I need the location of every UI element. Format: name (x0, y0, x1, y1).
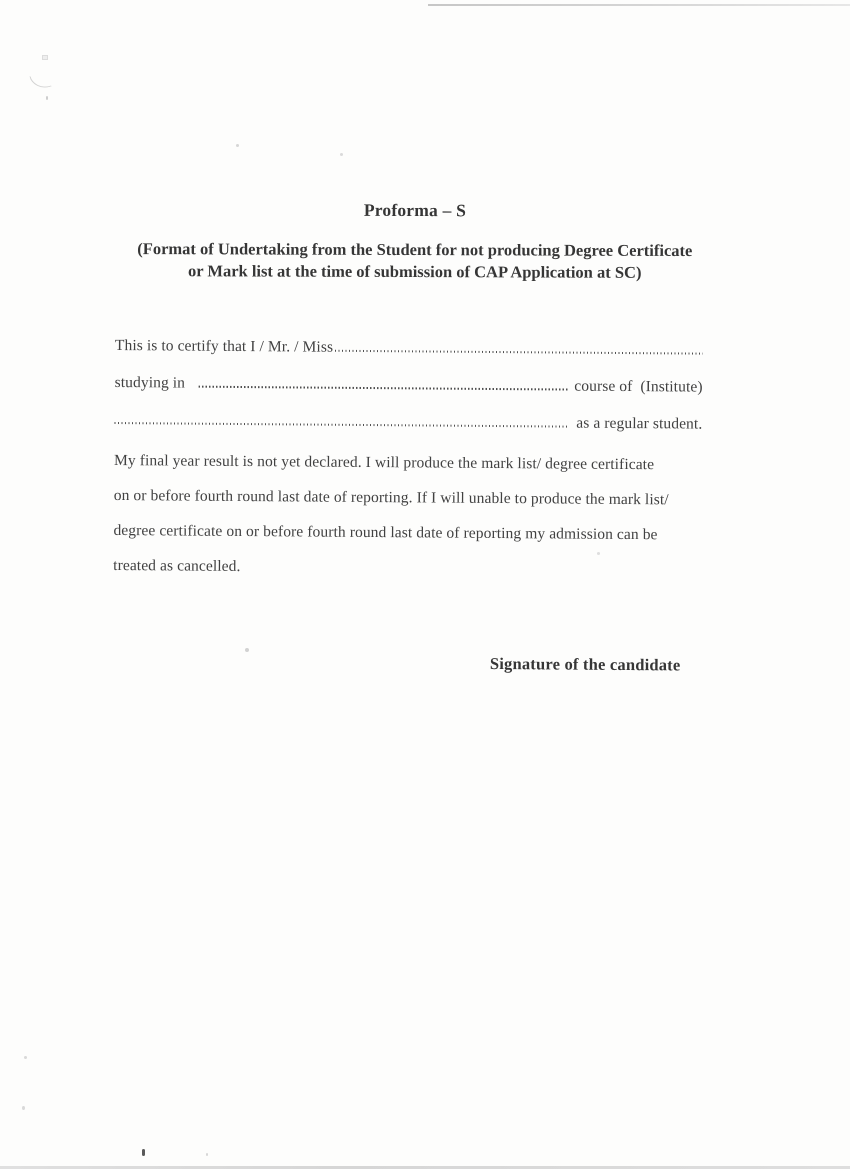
scan-speck (206, 1153, 208, 1156)
page-subtitle (115, 238, 715, 284)
certify-line-1-text: This is to certify that I / Mr. / Miss (114, 337, 334, 356)
heading-block (115, 198, 715, 284)
scan-speck (236, 144, 239, 147)
dotted-fill-line (199, 386, 567, 391)
regular-student-text: as a regular student. (576, 414, 703, 433)
page-title: Proforma – S (363, 199, 467, 221)
undertaking-paragraph (113, 443, 702, 588)
subtitle-line-2: or Mark list at the time of submission of CAP Application at SC) (187, 261, 642, 282)
studying-in-text: studying in (114, 373, 186, 392)
certify-line-2 (114, 374, 702, 416)
dotted-fill-line (114, 422, 569, 428)
signature-label: Signature of the candidate (489, 653, 681, 675)
certify-line-1 (115, 337, 703, 379)
signature-row (112, 651, 700, 676)
paragraph-line: on or before fourth round last date of reporting. If I will unable to produce the mark list/ (113, 486, 669, 509)
scan-speck (340, 153, 343, 156)
body-block (112, 337, 703, 676)
course-of-institute-text: course of (Institute) (574, 377, 703, 396)
scan-speck (22, 1106, 25, 1110)
scan-speck (142, 1149, 145, 1156)
subtitle-line-1: (Format of Undertaking from the Student for not producing Degree Certificate (137, 239, 693, 261)
pencil-mark-curve (29, 72, 51, 91)
scan-edge-line-top (428, 4, 850, 6)
paragraph-line: treated as cancelled. (113, 556, 241, 575)
paragraph-line: degree certificate on or before fourth round last date of reporting my admission can be (113, 521, 658, 544)
paragraph-line: My final year result is not yet declared. I will produce the mark list/ degree certificate (113, 451, 655, 474)
dotted-fill-line (335, 350, 703, 355)
pencil-mark-box (42, 55, 48, 60)
scan-speck (24, 1056, 27, 1059)
scan-speck (46, 96, 48, 100)
